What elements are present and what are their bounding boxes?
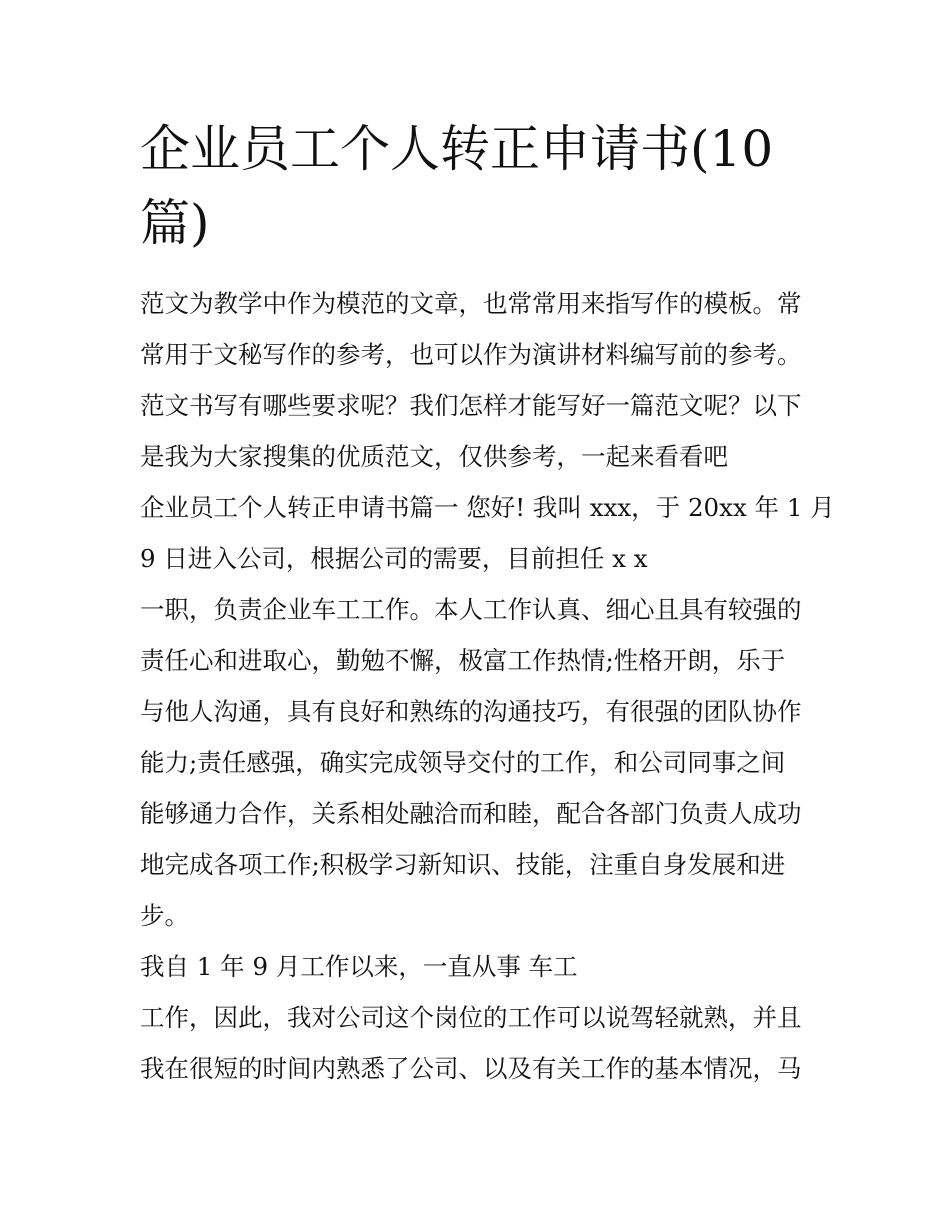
body-line: 与他人沟通，具有良好和熟练的沟通技巧，有很强的团队协作 <box>140 697 802 726</box>
body-line: 企业员工个人转正申请书篇一 您好! 我叫 xxx，于 20xx 年 1 月 <box>140 493 835 522</box>
body-line: 责任心和进取心，勤勉不懈，极富工作热情;性格开朗，乐于 <box>140 646 786 675</box>
body-line: 工作，因此，我对公司这个岗位的工作可以说驾轻就熟，并且 <box>140 1003 802 1032</box>
body-line: 我自 1 年 9 月工作以来，一直从事 车工 <box>140 952 578 981</box>
body-line: 地完成各项工作;积极学习新知识、技能，注重自身发展和进 <box>140 850 786 879</box>
body-line: 步。 <box>140 901 189 930</box>
document-title <box>140 112 820 260</box>
body-line: 9 日进入公司，根据公司的需要，目前担任 x x <box>140 544 648 573</box>
title-line: 篇) <box>140 194 210 252</box>
body-line: 范文为教学中作为模范的文章，也常常用来指写作的模板。常 <box>140 289 802 318</box>
body-line: 能力;责任感强，确实完成领导交付的工作，和公司同事之间 <box>140 748 786 777</box>
document-body <box>140 278 835 1094</box>
body-line: 能够通力合作，关系相处融洽而和睦，配合各部门负责人成功 <box>140 799 802 828</box>
body-line: 范文书写有哪些要求呢？我们怎样才能写好一篇范文呢？以下 <box>140 391 802 420</box>
body-line: 是我为大家搜集的优质范文，仅供参考，一起来看看吧 <box>140 442 728 471</box>
body-line: 一职，负责企业车工工作。本人工作认真、细心且具有较强的 <box>140 595 802 624</box>
body-line: 我在很短的时间内熟悉了公司、以及有关工作的基本情况，马 <box>140 1054 802 1083</box>
body-line: 常用于文秘写作的参考，也可以作为演讲材料编写前的参考。 <box>140 340 802 369</box>
title-line: 企业员工个人转正申请书(10 <box>140 120 774 178</box>
